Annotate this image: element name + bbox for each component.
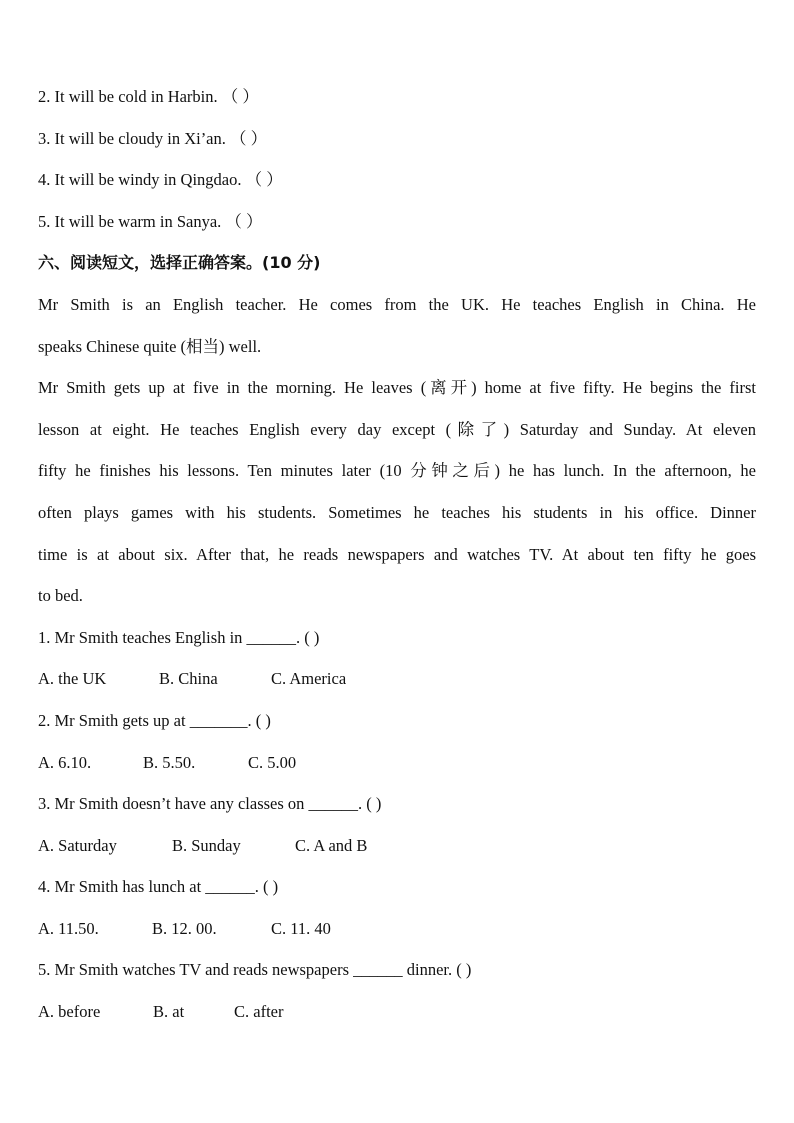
passage-line: time is at about six. After that, he reads newspapers and watches TV. At about ten fifty he goes — [38, 544, 756, 564]
section5-item-2: 2. It will be cold in Harbin. （ ） — [38, 87, 259, 106]
question-options — [38, 658, 756, 700]
question-4 — [38, 866, 756, 949]
option-b: B. China — [159, 669, 218, 689]
option-c: C. 5.00 — [248, 752, 297, 772]
reading-passage — [38, 284, 756, 617]
option-b: B. 12. 00. — [152, 918, 217, 938]
passage-line: Mr Smith gets up at five in the morning. He leaves (离开) home at five fifty. He begins the first — [38, 378, 756, 398]
question-options — [38, 825, 756, 867]
option-b: B. 5.50. — [143, 752, 196, 772]
question-stem: 1. Mr Smith teaches English in ______. ( ) — [38, 627, 320, 647]
question-2 — [38, 700, 756, 783]
section5-item-5: 5. It will be warm in Sanya. （ ） — [38, 211, 263, 231]
question-options — [38, 742, 756, 784]
section5-item-3: 3. It will be cloudy in Xi’an. （ ） — [38, 128, 268, 148]
worksheet-page — [38, 76, 756, 1033]
question-stem: 4. Mr Smith has lunch at ______. ( ) — [38, 877, 279, 897]
option-a: A. 11.50. — [38, 918, 99, 938]
option-a: A. before — [38, 1002, 101, 1022]
question-options — [38, 991, 756, 1033]
option-c: C. A and B — [295, 835, 368, 855]
passage-line: to bed. — [38, 586, 83, 606]
option-c: C. after — [234, 1002, 284, 1022]
option-b: B. Sunday — [172, 835, 241, 855]
section5-item-4: 4. It will be windy in Qingdao. （ ） — [38, 170, 283, 190]
section6-heading: 六、阅读短文，选择正确答案。(10 分) — [38, 253, 321, 273]
question-stem: 3. Mr Smith doesn’t have any classes on ______. ( ) — [38, 794, 382, 814]
question-1 — [38, 617, 756, 700]
question-stem: 5. Mr Smith watches TV and reads newspapers ______ dinner. ( ) — [38, 960, 472, 980]
passage-line: often plays games with his students. Sometimes he teaches his students in his office. Dinner — [38, 502, 756, 522]
option-a: A. Saturday — [38, 835, 117, 855]
option-a: A. 6.10. — [38, 752, 92, 772]
passage-line: speaks Chinese quite (相当) well. — [38, 336, 262, 356]
passage-line: lesson at eight. He teaches English every day except (除了) Saturday and Sunday. At eleven — [38, 419, 756, 439]
question-stem: 2. Mr Smith gets up at _______. ( ) — [38, 710, 271, 730]
question-3 — [38, 783, 756, 866]
question-options — [38, 908, 756, 950]
option-c: C. America — [271, 669, 347, 689]
option-b: B. at — [153, 1002, 185, 1022]
passage-line: Mr Smith is an English teacher. He comes from the UK. He teaches English in China. He — [38, 294, 756, 314]
passage-line: fifty he finishes his lessons. Ten minutes later (10 分钟之后) he has lunch. In the afternoon, he — [38, 461, 756, 481]
question-5 — [38, 949, 756, 1032]
option-a: A. the UK — [38, 669, 107, 689]
option-c: C. 11. 40 — [271, 918, 331, 938]
